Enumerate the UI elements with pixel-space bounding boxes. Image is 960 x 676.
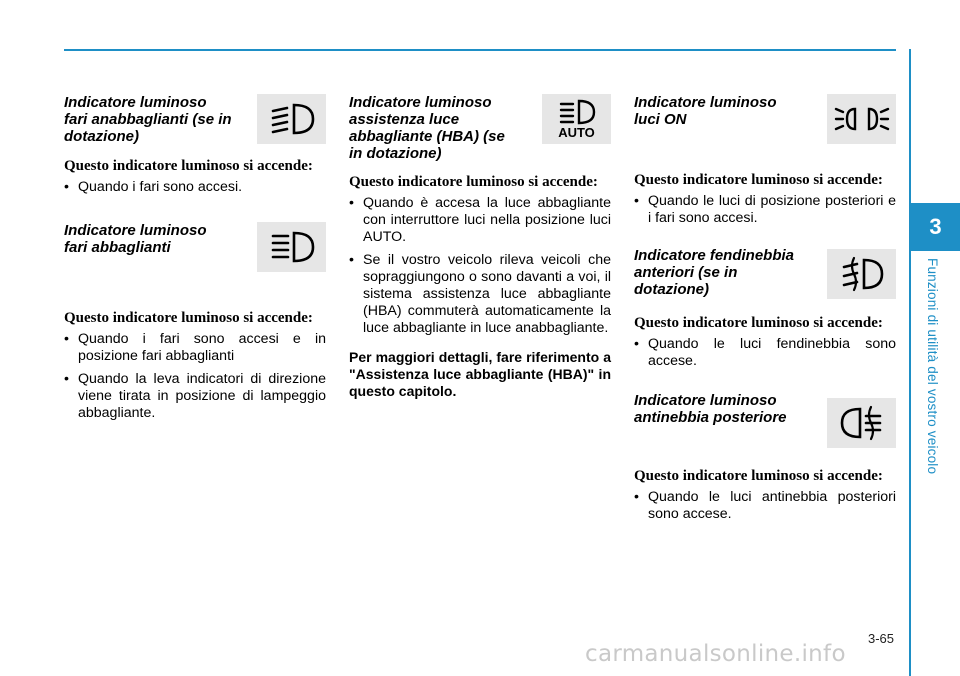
section-title: Indicatore luminoso fari abbaglianti <box>64 222 207 256</box>
section-rear-fog <box>634 392 896 523</box>
chapter-tab: 3 <box>911 203 960 251</box>
reference-note: Per maggiori dettagli, fare riferimento a "Assistenza luce abbagliante (HBA)" in questo capitolo. <box>349 349 611 399</box>
list-item: • Se il vostro veicolo rileva veicoli che sopraggiungono o sono davanti a voi, il sistema assistenza luce abbagliante (HBA) commuterà automaticamente la luce abbagliante in luce anabbagliante. <box>349 252 611 337</box>
intro-text: Questo indicatore luminoso si accende: <box>634 172 883 188</box>
bullet-list <box>64 331 326 422</box>
side-rule <box>909 49 911 676</box>
list-item: • Quando è accesa la luce abbagliante con interruttore luci nella posizione luci AUTO. <box>349 195 611 246</box>
list-item: • Quando i fari sono accesi. <box>64 179 326 196</box>
bullet-list <box>634 336 896 370</box>
section-front-fog <box>634 247 896 370</box>
bullet-list <box>634 193 896 227</box>
page-number: 3-65 <box>867 631 894 646</box>
front-fog-icon <box>827 249 896 299</box>
list-item: • Quando la leva indicatori di direzione viene tirata in posizione di lampeggio abbagliante. <box>64 371 326 422</box>
section-title: Indicatore luminoso antinebbia posteriore <box>634 392 787 426</box>
list-item: • Quando le luci antinebbia posteriori sono accese. <box>634 489 896 523</box>
section-title: Indicatore luminoso assistenza luce abbagliante (HBA) (se in dotazione) <box>349 94 505 162</box>
section-title: Indicatore luminoso fari anabbaglianti (se in dotazione) <box>64 94 232 145</box>
position-lights-icon <box>827 94 896 144</box>
intro-text: Questo indicatore luminoso si accende: <box>64 158 313 174</box>
section-position-lights <box>634 94 896 227</box>
low-beam-icon <box>257 94 326 144</box>
section-hba <box>349 94 611 400</box>
column-2 <box>349 94 611 400</box>
chapter-title: Funzioni di utilità del vostro veicolo <box>925 258 940 475</box>
hba-auto-icon <box>542 94 611 144</box>
section-title: Indicatore luminoso luci ON <box>634 94 777 128</box>
intro-text: Questo indicatore luminoso si accende: <box>349 174 598 190</box>
watermark: carmanualsonline.info <box>585 641 846 667</box>
column-3 <box>634 94 896 529</box>
column-1 <box>64 94 326 428</box>
list-item: • Quando i fari sono accesi e in posizione fari abbaglianti <box>64 331 326 365</box>
top-rule <box>64 49 896 51</box>
list-item: • Quando le luci di posizione posteriori e i fari sono accesi. <box>634 193 896 227</box>
section-high-beam <box>64 222 326 422</box>
intro-text: Questo indicatore luminoso si accende: <box>634 315 883 331</box>
auto-label: AUTO <box>558 124 595 140</box>
list-item: • Quando le luci fendinebbia sono accese. <box>634 336 896 370</box>
bullet-list <box>64 179 326 196</box>
section-title: Indicatore fendinebbia anteriori (se in dotazione) <box>634 247 795 298</box>
bullet-list <box>349 195 611 337</box>
rear-fog-icon <box>827 398 896 448</box>
bullet-list <box>634 489 896 523</box>
intro-text: Questo indicatore luminoso si accende: <box>634 468 883 484</box>
section-low-beam <box>64 94 326 196</box>
high-beam-icon <box>257 222 326 272</box>
intro-text: Questo indicatore luminoso si accende: <box>64 310 313 326</box>
